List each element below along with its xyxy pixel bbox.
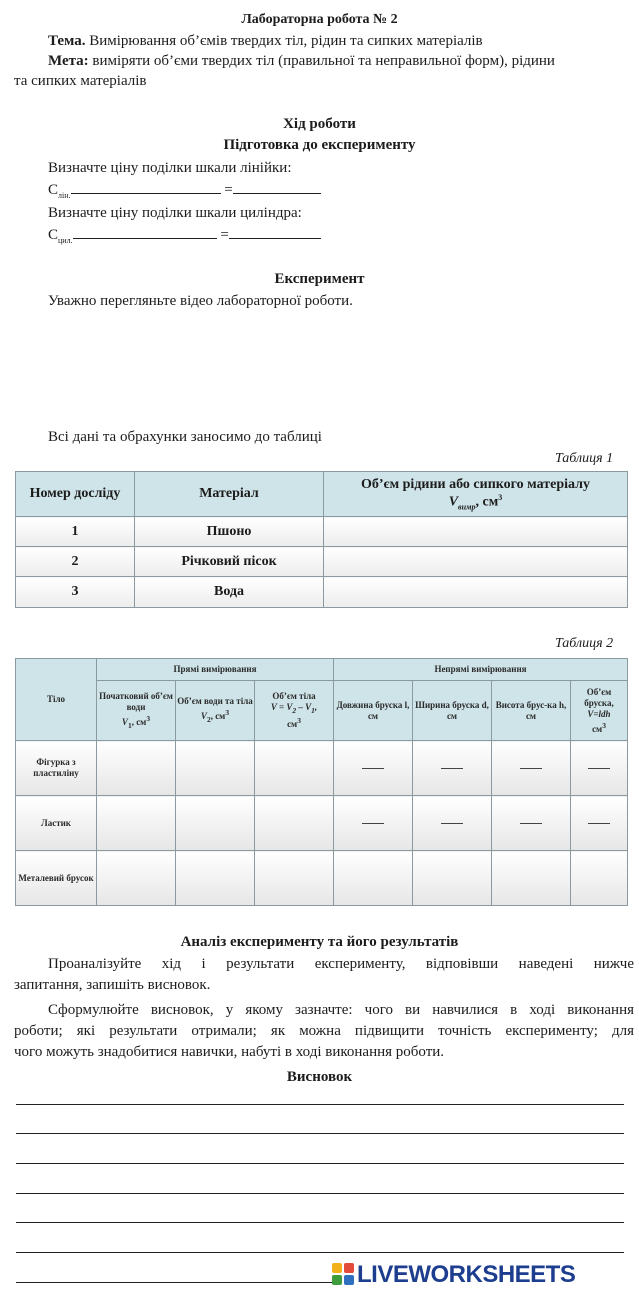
table2-row2-brick-vol <box>571 796 628 851</box>
vol-formula-d: 1 <box>311 705 315 715</box>
table2-row2-v2[interactable] <box>176 796 255 851</box>
table1-header-volume <box>324 472 628 517</box>
goal-text-line2: та сипких матеріалів <box>14 73 147 89</box>
table1-row2-num: 2 <box>16 547 135 577</box>
table2-col-volume-formula <box>256 702 332 716</box>
table2-header-indirect: Непрямі вимірювання <box>334 659 628 681</box>
table2-row3-v[interactable] <box>255 851 334 906</box>
topic-text: Вимірювання об’ємів твердих тіл, рідин та сипких матеріалів <box>89 33 483 49</box>
goal-text-line1: виміряти об’єми твердих тіл (правильної та неправильної форм), рідини <box>92 53 555 69</box>
table1-volume-sup: 3 <box>498 492 503 502</box>
worksheet-title: Лабораторна робота № 2 <box>241 12 398 27</box>
table2-row3-v1[interactable] <box>97 851 176 906</box>
table1 <box>15 471 628 608</box>
dash-icon <box>441 768 463 769</box>
conclusion-line-1[interactable] <box>16 1104 624 1105</box>
liveworksheets-logo <box>332 1260 632 1290</box>
table1-header-volume-unit <box>325 493 626 511</box>
liveworksheets-text: LIVEWORKSHEETS <box>357 1261 576 1288</box>
table2-col-body-unit <box>177 707 253 725</box>
table1-volume-sub: вимр <box>458 502 476 512</box>
table2-header-direct: Прямі вимірювання <box>97 659 334 681</box>
v1-unit: , см <box>131 716 147 727</box>
progress-heading: Хід роботи <box>283 116 356 132</box>
conclusion-line-2[interactable] <box>16 1133 624 1134</box>
table2 <box>15 658 628 906</box>
goal-label: Мета: <box>48 53 89 69</box>
table2-row1-v1[interactable] <box>97 741 176 796</box>
brick-vol-unit-line <box>572 720 626 735</box>
ruler-value-blank[interactable] <box>71 181 221 194</box>
dash-icon <box>588 823 610 824</box>
cylinder-symbol: C <box>48 227 59 243</box>
cylinder-prompt: Визначте ціну поділки шкали циліндра: <box>48 205 302 221</box>
table-row <box>16 517 628 547</box>
experiment-instruction: Уважно перегляньте відео лабораторної роботи. <box>48 293 353 309</box>
table2-row1-v2[interactable] <box>176 741 255 796</box>
v1-sub: 1 <box>127 720 132 730</box>
table2-row2-width <box>413 796 492 851</box>
cylinder-division-line <box>48 226 321 250</box>
ruler-division-line <box>48 181 321 205</box>
brick-vol-unit: см <box>592 723 603 734</box>
table2-header-body: Тіло <box>16 659 97 741</box>
table-row <box>16 577 628 608</box>
v1-sup: 3 <box>146 713 151 723</box>
table2-row3-v2[interactable] <box>176 851 255 906</box>
table1-header-number: Номер досліду <box>16 472 135 517</box>
table1-caption: Таблиця 1 <box>555 451 614 466</box>
table2-row1-length <box>334 741 413 796</box>
conclusion-line-4[interactable] <box>16 1193 624 1194</box>
dash-icon <box>520 768 542 769</box>
conclusion-line-3[interactable] <box>16 1163 624 1164</box>
table-row <box>16 547 628 577</box>
table2-row3-height[interactable] <box>492 851 571 906</box>
table1-row1-material: Пшоно <box>135 517 324 547</box>
table-row <box>16 796 628 851</box>
table2-row1-brick-vol <box>571 741 628 796</box>
table2-col-length: Довжина бруска l, см <box>334 681 413 741</box>
table-row <box>16 741 628 796</box>
table1-row1-num: 1 <box>16 517 135 547</box>
table1-volume-var: V <box>448 494 459 510</box>
table2-row2-v1[interactable] <box>97 796 176 851</box>
table2-col-height: Висота брус-ка h, см <box>492 681 571 741</box>
table1-row3-num: 3 <box>16 577 135 608</box>
conclusion-line-6[interactable] <box>16 1252 624 1253</box>
table2-col-brick-volume <box>571 681 628 741</box>
table2-row3-brick-vol[interactable] <box>571 851 628 906</box>
table2-row1-height <box>492 741 571 796</box>
vol-formula-a: V = V <box>270 701 293 712</box>
conclusion-heading: Висновок <box>286 1069 353 1085</box>
topic-label: Тема. <box>48 33 86 49</box>
liveworksheets-icon <box>332 1263 354 1285</box>
brick-vol-sup: 3 <box>602 720 606 730</box>
ruler-equals: = <box>224 182 233 198</box>
table2-row3-width[interactable] <box>413 851 492 906</box>
table2-row3-name: Металевий брусок <box>16 851 97 906</box>
v2-sub: 2 <box>206 714 211 724</box>
table2-row1-width <box>413 741 492 796</box>
preparation-heading: Підготовка до експерименту <box>223 137 416 153</box>
v2-var: V <box>200 711 207 722</box>
vol-unit: см <box>287 719 298 730</box>
table1-header-material: Матеріал <box>135 472 324 517</box>
table2-row1-v[interactable] <box>255 741 334 796</box>
table2-col-initial-unit <box>98 713 174 731</box>
cylinder-result-blank[interactable] <box>229 226 321 239</box>
analysis-para2-line1: Сформулюйте висновок, у якому зазначте: чого ви навчилися в ході виконання <box>48 1002 634 1018</box>
experiment-heading: Експеримент <box>274 271 365 287</box>
table2-col-width: Ширина бруска d, см <box>413 681 492 741</box>
brick-vol-formula: V=ldh <box>587 708 611 719</box>
table2-col-initial <box>97 681 176 741</box>
ruler-prompt: Визначте ціну поділки шкали лінійки: <box>48 160 292 176</box>
dash-icon <box>588 768 610 769</box>
table2-col-volume-text: Об’єм тіла <box>272 690 316 701</box>
analysis-para1-line2: запитання, запишіть висновок. <box>14 977 211 993</box>
ruler-result-blank[interactable] <box>233 181 321 194</box>
goal-line <box>48 52 638 70</box>
table2-col-initial-text: Початковий об’єм води <box>99 690 173 712</box>
table1-row2-volume-cell[interactable] <box>324 547 628 577</box>
ruler-sub: лін. <box>58 191 71 200</box>
vol-formula-c: – V <box>296 701 312 712</box>
table1-row3-material: Вода <box>135 577 324 608</box>
table2-col-body-text: Об’єм води та тіла <box>177 696 253 707</box>
table2-row2-name: Ластик <box>16 796 97 851</box>
table-row <box>16 851 628 906</box>
table1-header-volume-text: Об’єм рідини або сипкого матеріалу <box>361 476 590 492</box>
cylinder-value-blank[interactable] <box>73 226 217 239</box>
table2-row2-height <box>492 796 571 851</box>
vol-sup: 3 <box>297 716 301 726</box>
dash-icon <box>362 823 384 824</box>
table2-row2-v[interactable] <box>255 796 334 851</box>
v1-var: V <box>121 716 128 727</box>
cylinder-equals: = <box>220 227 229 243</box>
table1-volume-unit-text: , см <box>475 494 499 510</box>
vol-formula-b: 2 <box>292 705 297 715</box>
table2-row3-length[interactable] <box>334 851 413 906</box>
analysis-para1-line1: Проаналізуйте хід і результати експерименту, відповівши наведені нижче <box>48 956 634 972</box>
analysis-para2-line2: роботи; які результати отримали; як можна підвищити точність експерименту; для <box>14 1023 634 1039</box>
analysis-para2-line3: чого можуть знадобитися навички, набуті в ході виконання роботи. <box>14 1044 445 1060</box>
topic-line <box>48 32 483 50</box>
table1-row1-volume-cell[interactable] <box>324 517 628 547</box>
dash-icon <box>441 823 463 824</box>
brick-vol-text: Об’єм бруска, <box>584 686 614 708</box>
table2-caption: Таблиця 2 <box>555 636 614 651</box>
table2-col-volume <box>255 681 334 741</box>
conclusion-line-5[interactable] <box>16 1222 624 1223</box>
table-intro: Всі дані та обрахунки заносимо до таблиці <box>48 429 322 445</box>
conclusion-line-7[interactable] <box>16 1282 332 1283</box>
table2-col-body <box>176 681 255 741</box>
table2-row1-name: Фігурка з пластиліну <box>16 741 97 796</box>
table2-row2-length <box>334 796 413 851</box>
ruler-symbol: C <box>48 182 59 198</box>
analysis-heading: Аналіз експерименту та його результатів <box>180 934 459 950</box>
v2-sup: 3 <box>225 708 230 718</box>
cylinder-sub: цил. <box>58 236 73 245</box>
dash-icon <box>520 823 542 824</box>
table2-col-volume-unit <box>256 715 332 730</box>
vol-formula-comma: , <box>314 701 318 712</box>
table1-row3-volume-cell[interactable] <box>324 577 628 608</box>
dash-icon <box>362 768 384 769</box>
table1-row2-material: Річковий пісок <box>135 547 324 577</box>
v2-unit: , см <box>210 711 226 722</box>
